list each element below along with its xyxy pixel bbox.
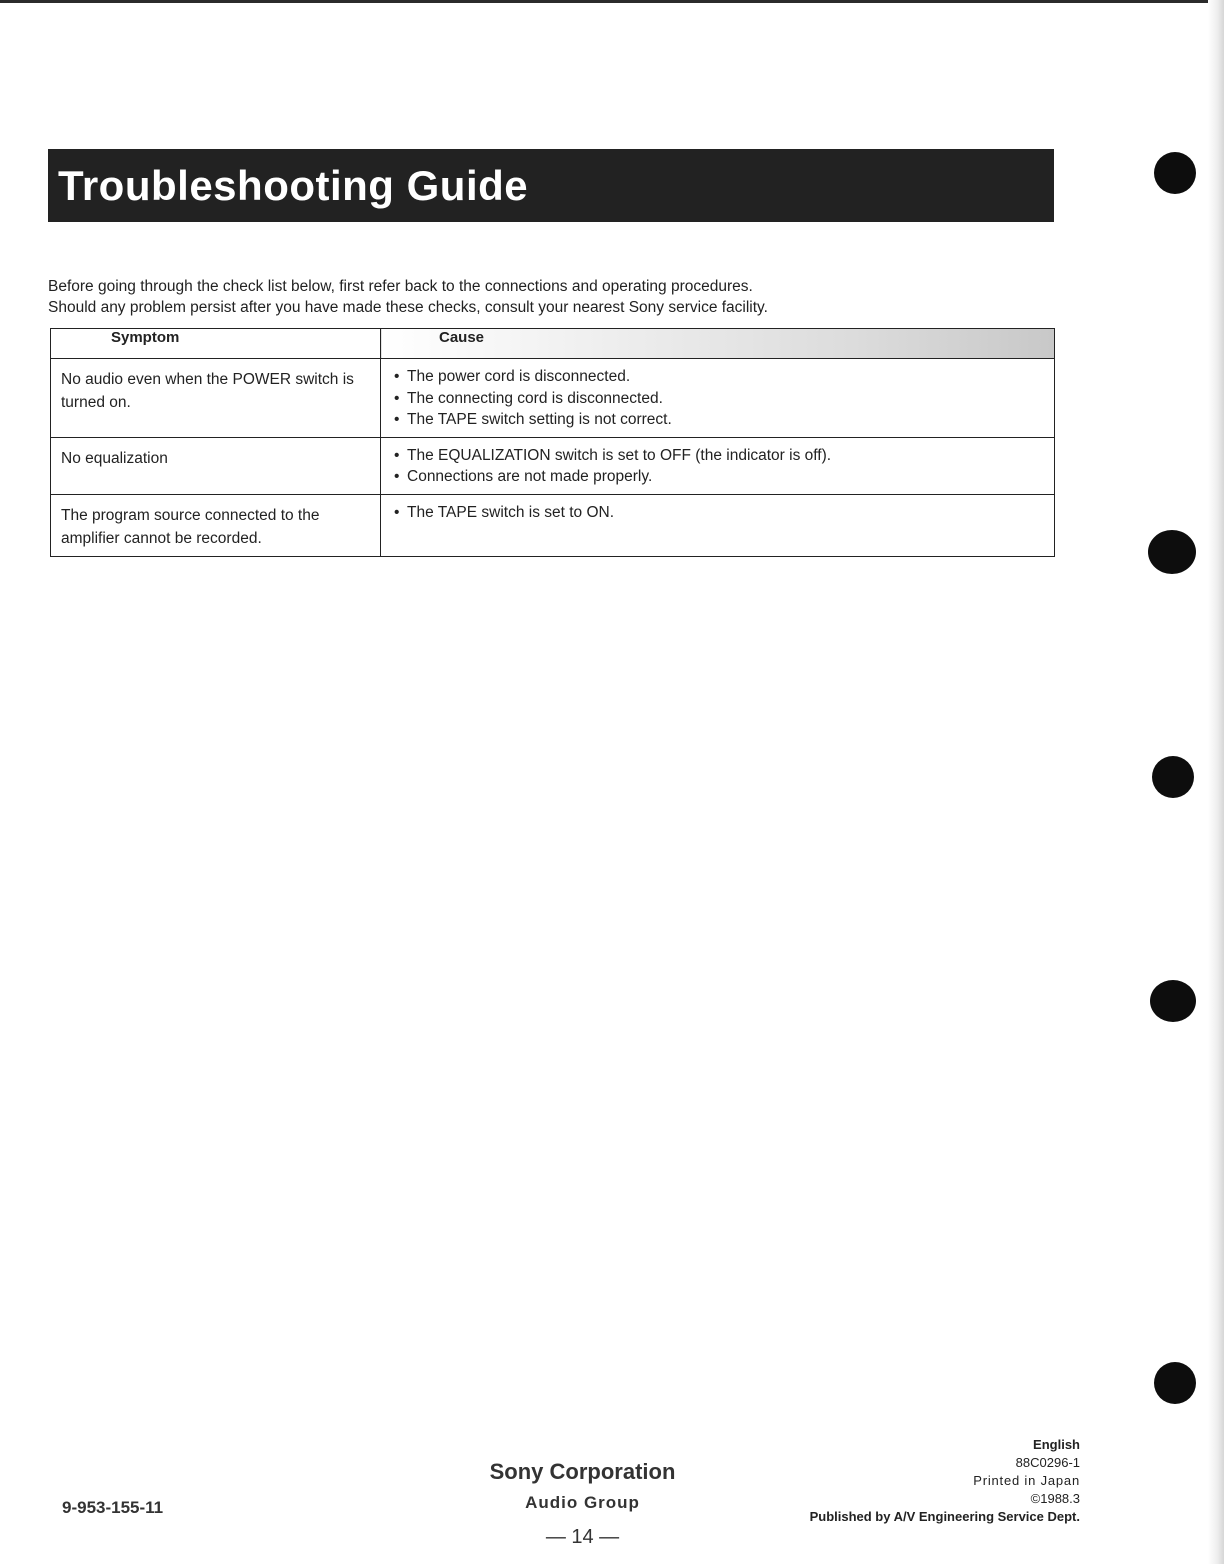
table-header-row <box>51 329 1055 359</box>
intro-paragraph <box>48 276 768 318</box>
cause-list <box>391 366 1044 431</box>
printed-in: Printed in Japan <box>973 1473 1080 1488</box>
cause-list <box>391 502 1044 524</box>
document-code: 88C0296-1 <box>1015 1455 1080 1470</box>
cause-cell <box>381 437 1055 494</box>
binder-hole-icon <box>1152 756 1194 798</box>
troubleshooting-table <box>50 328 1055 557</box>
binder-hole-icon <box>1148 530 1196 574</box>
cause-item: • The TAPE switch setting is not correct. <box>391 409 1044 431</box>
language-label: English <box>1033 1437 1080 1452</box>
table-row <box>51 494 1055 556</box>
cause-item: • The EQUALIZATION switch is set to OFF (the indicator is off). <box>391 445 1044 467</box>
binder-hole-icon <box>1154 1362 1196 1404</box>
symptom-cell: No audio even when the POWER switch is turned on. <box>51 359 381 438</box>
copyright: ©1988.3 <box>1030 1491 1080 1506</box>
part-number: 9-953-155-11 <box>62 1498 164 1517</box>
symptom-cell: No equalization <box>51 437 381 494</box>
page-number: — 14 — <box>545 1526 620 1548</box>
title-banner <box>48 149 1054 222</box>
intro-line-2: Should any problem persist after you have made these checks, consult your nearest Sony service facility. <box>48 299 768 316</box>
published-by: Published by A/V Engineering Service Dept. <box>809 1509 1080 1524</box>
group-name: Audio Group <box>525 1493 640 1512</box>
page-title: Troubleshooting Guide <box>58 161 529 209</box>
company-name: Sony Corporation <box>489 1459 676 1484</box>
cause-list <box>391 445 1044 488</box>
publisher-block <box>470 1459 695 1549</box>
binder-hole-icon <box>1154 152 1196 194</box>
cause-item: • The power cord is disconnected. <box>391 366 1044 388</box>
symptom-cell: The program source connected to the amplifier cannot be recorded. <box>51 494 381 556</box>
cause-item: • The connecting cord is disconnected. <box>391 388 1044 410</box>
binder-hole-icon <box>1150 980 1196 1022</box>
intro-line-1: Before going through the check list below, first refer back to the connections and operating procedures. <box>48 278 753 295</box>
cause-cell <box>381 494 1055 556</box>
publication-info <box>700 1436 1080 1526</box>
cause-item: • Connections are not made properly. <box>391 466 1044 488</box>
page-top-edge <box>0 0 1224 3</box>
page-right-edge <box>1208 0 1224 1564</box>
table-row <box>51 359 1055 438</box>
table-row <box>51 437 1055 494</box>
cause-item: • The TAPE switch is set to ON. <box>391 502 1044 524</box>
symptom-header: Symptom <box>51 329 381 359</box>
cause-cell <box>381 359 1055 438</box>
cause-header: Cause <box>381 329 1055 359</box>
